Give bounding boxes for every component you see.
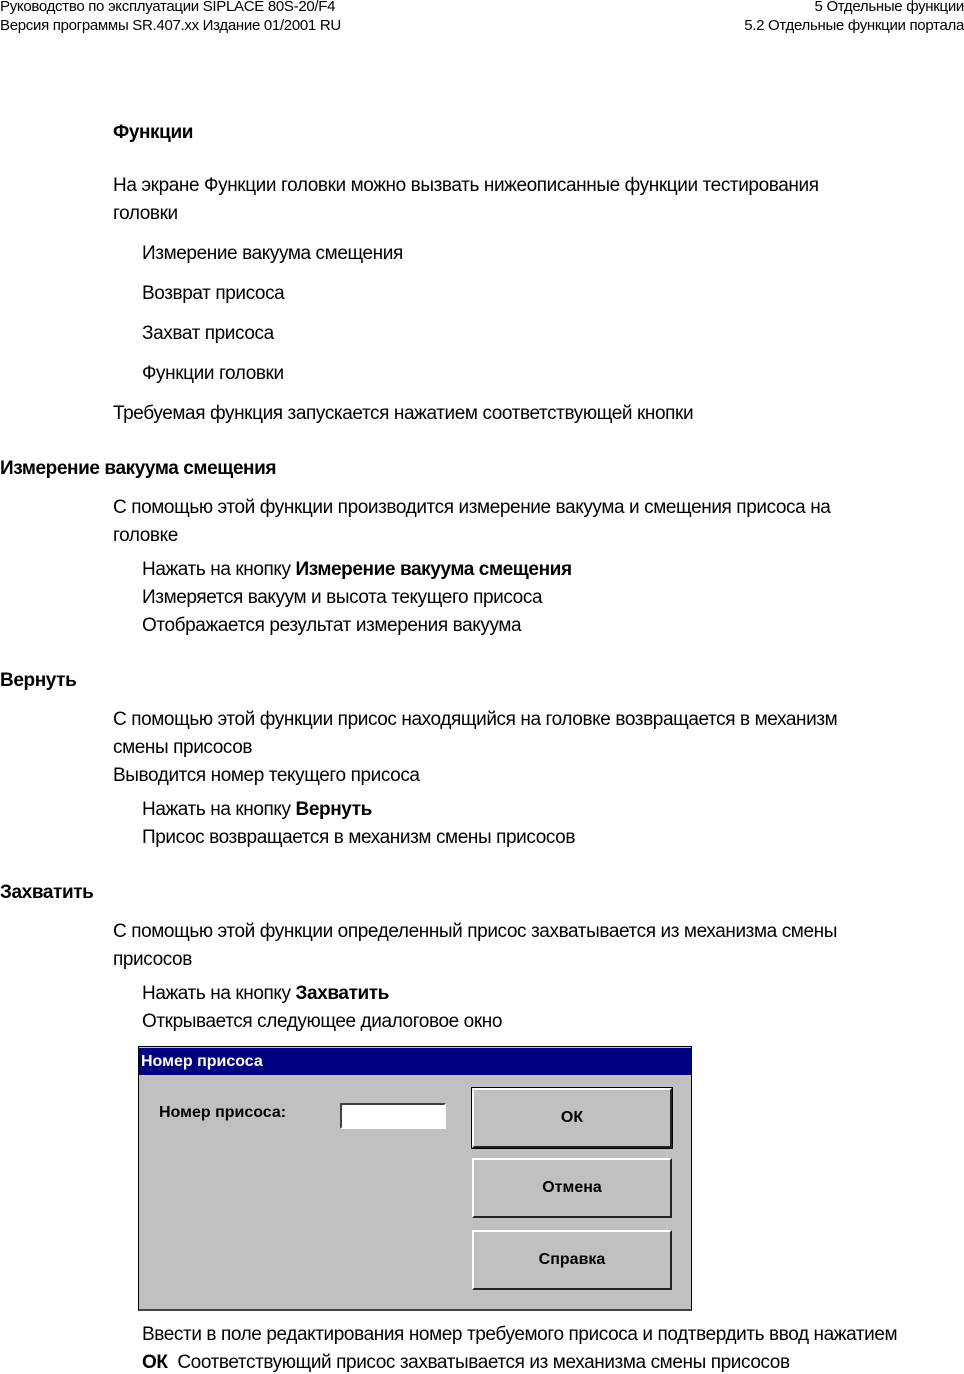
ok-button[interactable]: ОК: [472, 1088, 672, 1148]
step: Открывается следующее диалоговое окно: [142, 1011, 503, 1032]
section-text: Выводится номер текущего присоса: [113, 765, 420, 786]
step-text: Нажать на кнопку: [142, 983, 296, 1004]
step: Отображается результат измерения вакуума: [142, 615, 522, 636]
section-heading: Захватить: [0, 882, 94, 903]
step-text: Нажать на кнопку: [142, 559, 296, 580]
list-item: Функции головки: [142, 363, 284, 384]
section-text: С помощью этой функции производится измерение вакуума и смещения присоса на: [113, 497, 831, 518]
header-section: 5.2 Отдельные функции портала: [744, 17, 964, 34]
help-button[interactable]: Справка: [472, 1230, 672, 1290]
intro-text: На экране Функции головки можно вызвать нижеописанные функции тестирования: [113, 175, 819, 196]
header-version: Версия программы SR.407.xx Издание 01/2001 RU: [0, 17, 341, 34]
section-text: смены присосов: [113, 737, 253, 758]
section-heading: Измерение вакуума смещения: [0, 458, 277, 479]
dialog-title: Номер присоса: [139, 1048, 691, 1075]
header-chapter: 5 Отдельные функции: [814, 0, 964, 15]
section-text: С помощью этой функции определенный присос захватывается из механизма смены: [113, 921, 837, 942]
step: Ввести в поле редактирования номер требуемого присоса и подтвердить ввод нажатием: [142, 1324, 898, 1345]
step-button-name: Захватить: [295, 983, 389, 1004]
intro-text: головки: [113, 203, 178, 224]
section-text: С помощью этой функции присос находящийся на головке возвращается в механизм: [113, 709, 838, 730]
nozzle-number-input[interactable]: [340, 1103, 446, 1129]
nozzle-number-dialog: [138, 1046, 692, 1311]
section-text: головке: [113, 525, 178, 546]
step: Измеряется вакуум и высота текущего присоса: [142, 587, 543, 608]
step: [142, 1352, 790, 1374]
step: Присос возвращается в механизм смены присосов: [142, 827, 576, 848]
header-manual-title: Руководство по эксплуатации SIPLACE 80S-20/F4: [0, 0, 336, 15]
intro-text: Требуемая функция запускается нажатием соответствующей кнопки: [113, 403, 694, 424]
step: [142, 559, 572, 581]
list-item: Возврат присоса: [142, 283, 285, 304]
step-button-name: ОК: [142, 1352, 168, 1373]
section-text: присосов: [113, 949, 192, 970]
list-item: Измерение вакуума смещения: [142, 243, 403, 264]
list-item: Захват присоса: [142, 323, 274, 344]
step: [142, 983, 389, 1005]
step-button-name: Вернуть: [295, 799, 372, 820]
step-text: Нажать на кнопку: [142, 799, 296, 820]
nozzle-number-label: Номер присоса:: [159, 1104, 287, 1121]
step-text: Соответствующий присос захватывается из механизма смены присосов: [167, 1352, 790, 1373]
step-button-name: Измерение вакуума смещения: [295, 559, 572, 580]
step: [142, 799, 372, 821]
cancel-button[interactable]: Отмена: [472, 1158, 672, 1218]
section-heading: Вернуть: [0, 670, 77, 691]
intro-title: Функции: [113, 122, 194, 143]
